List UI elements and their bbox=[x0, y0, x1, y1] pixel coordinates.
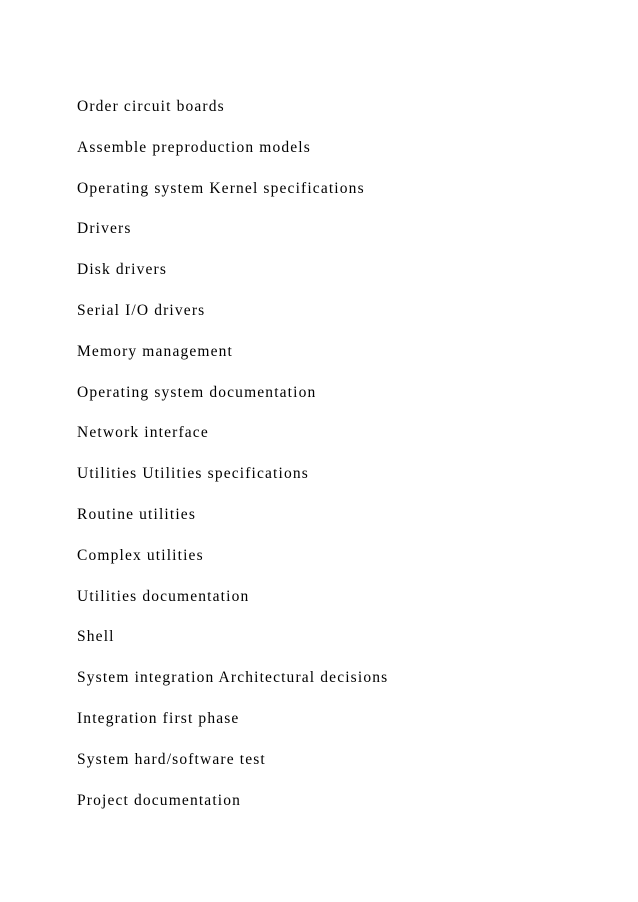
task-line: Integration first phase bbox=[77, 709, 240, 727]
task-line: Order circuit boards bbox=[77, 98, 225, 115]
task-line: Operating system Kernel specifications bbox=[77, 179, 365, 197]
task-line: Utilities documentation bbox=[77, 587, 250, 605]
task-line: System integration Architectural decisions bbox=[77, 669, 389, 687]
task-line: Utilities Utilities specifications bbox=[77, 465, 309, 483]
task-line: Assemble preproduction models bbox=[77, 138, 311, 156]
task-line: Serial I/O drivers bbox=[77, 301, 206, 319]
task-line: Network interface bbox=[77, 424, 209, 442]
task-line: Disk drivers bbox=[77, 261, 167, 279]
task-line: Memory management bbox=[77, 342, 233, 360]
task-list bbox=[77, 96, 388, 830]
task-line: Drivers bbox=[77, 220, 132, 238]
task-line: Shell bbox=[77, 628, 115, 646]
task-line: System hard/software test bbox=[77, 750, 266, 768]
task-line: Project documentation bbox=[77, 791, 242, 809]
task-line: Routine utilities bbox=[77, 505, 197, 523]
task-line: Operating system documentation bbox=[77, 383, 317, 401]
task-line: Complex utilities bbox=[77, 546, 204, 564]
